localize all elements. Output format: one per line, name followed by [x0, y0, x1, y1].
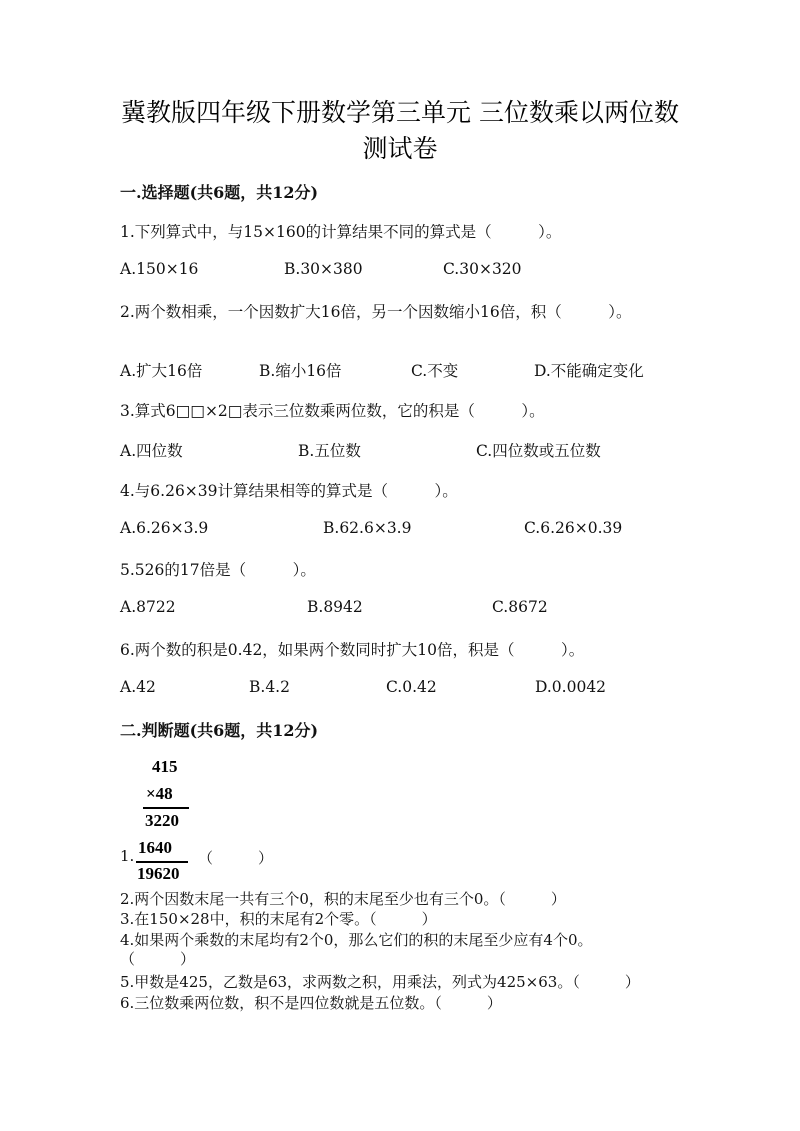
option-1b[interactable]: B.30×380	[284, 260, 363, 278]
calc-rule-1	[143, 807, 189, 809]
judge-item-6: 6.三位数乘两位数，积不是四位数就是五位数。（ ）	[120, 994, 502, 1012]
judge-item-5: 5.甲数是425，乙数是63，求两数之积，用乘法，列式为425×63。（ ）	[120, 973, 640, 991]
section-heading-judge: 二.判断题(共6题，共12分)	[120, 721, 319, 740]
judge-item-1-number: 1.	[120, 847, 135, 865]
question-3: 3.算式6□□×2□表示三位数乘两位数，它的积是（ ）。	[120, 402, 545, 420]
question-1: 1.下列算式中，与15×160的计算结果不同的算式是（ ）。	[120, 223, 562, 241]
option-1c[interactable]: C.30×320	[443, 260, 522, 278]
option-3c[interactable]: C.四位数或五位数	[476, 442, 601, 460]
calc-rule-2	[136, 861, 188, 863]
calc-multiplicand: 415	[152, 757, 178, 776]
question-5: 5.526的17倍是（ ）。	[120, 561, 316, 579]
option-2b[interactable]: B.缩小16倍	[259, 362, 342, 380]
question-4: 4.与6.26×39计算结果相等的算式是（ ）。	[120, 482, 458, 500]
question-6: 6.两个数的积是0.42，如果两个数同时扩大10倍，积是（ ）。	[120, 641, 585, 659]
option-1a[interactable]: A.150×16	[120, 260, 199, 278]
judge-item-1-blank[interactable]: （ ）	[198, 849, 274, 867]
option-6d[interactable]: D.0.0042	[535, 678, 607, 696]
option-4a[interactable]: A.6.26×3.9	[120, 519, 209, 537]
page-title: 冀教版四年级下册数学第三单元 三位数乘以两位数	[121, 98, 679, 127]
calc-partial-2: 1640	[138, 838, 172, 857]
option-2c[interactable]: C.不变	[411, 362, 459, 380]
option-3b[interactable]: B.五位数	[298, 442, 361, 460]
option-3a[interactable]: A.四位数	[120, 442, 183, 460]
option-6b[interactable]: B.4.2	[249, 678, 290, 696]
judge-item-4-blank[interactable]: （ ）	[120, 950, 196, 968]
option-4b[interactable]: B.62.6×3.9	[323, 519, 412, 537]
judge-item-2: 2.两个因数末尾一共有三个0，积的末尾至少也有三个0。（ ）	[120, 890, 566, 908]
option-5b[interactable]: B.8942	[307, 598, 363, 616]
judge-item-3: 3.在150×28中，积的末尾有2个零。（ ）	[120, 910, 437, 928]
option-2a[interactable]: A.扩大16倍	[120, 362, 203, 380]
section-heading-choice: 一.选择题(共6题，共12分)	[120, 183, 319, 202]
option-4c[interactable]: C.6.26×0.39	[524, 519, 623, 537]
calc-multiplier: ×48	[146, 784, 173, 803]
option-6a[interactable]: A.42	[120, 678, 156, 696]
option-5a[interactable]: A.8722	[120, 598, 176, 616]
page-title-line2: 测试卷	[362, 134, 438, 163]
calc-result: 19620	[137, 864, 180, 883]
option-6c[interactable]: C.0.42	[386, 678, 437, 696]
option-2d[interactable]: D.不能确定变化	[534, 362, 644, 380]
calc-partial-1: 3220	[145, 811, 179, 830]
judge-item-4: 4.如果两个乘数的末尾均有2个0，那么它们的积的末尾至少应有4个0。	[120, 931, 593, 949]
question-2: 2.两个数相乘，一个因数扩大16倍，另一个因数缩小16倍，积（ ）。	[120, 303, 632, 321]
option-5c[interactable]: C.8672	[492, 598, 548, 616]
